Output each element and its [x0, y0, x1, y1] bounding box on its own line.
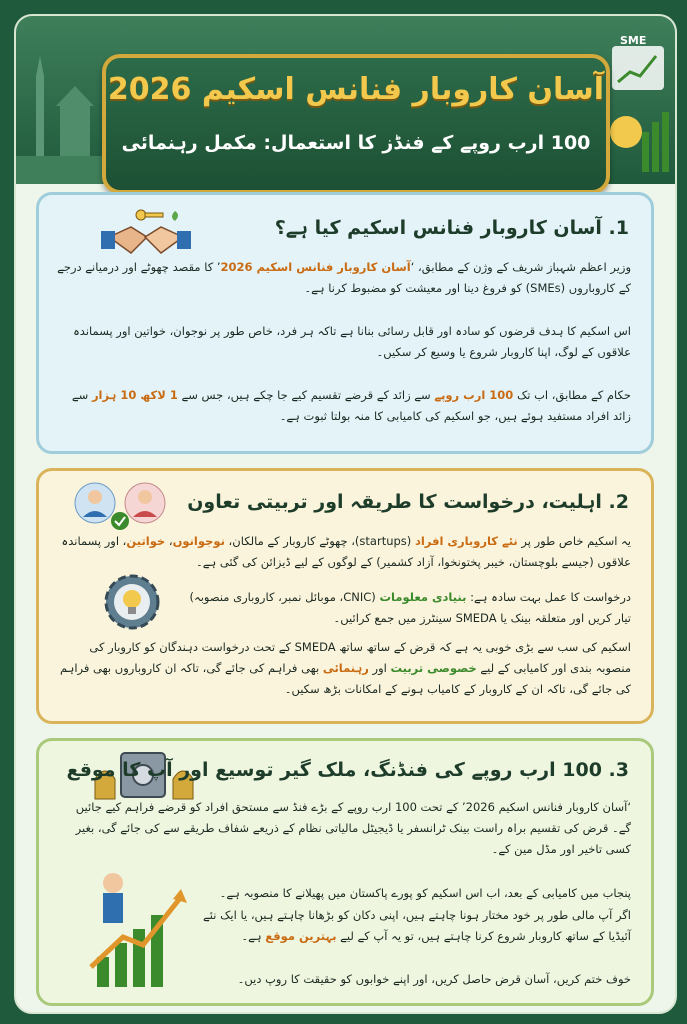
section-1-card: [36, 192, 654, 454]
section-3-p3-text-a: اگر آپ مالی طور پر خود مختار ہونا چاہتے ہیں، اپنی دکان کو بڑھانا چاہتے ہیں، یا ایک نئے آئیڈیا کے ساتھ کاروبار شروع کرنا چاہتے ہیں، تو یہ آپ کے لیے: [203, 908, 631, 943]
section-1-p3-text-b: سے زائد کے قرضے تقسیم کیے جا چکے ہیں، جس سے: [177, 388, 435, 402]
section-2-p1-text-a: یہ اسکیم خاص طور پر: [517, 534, 631, 548]
infographic-frame: [14, 14, 677, 1014]
section-1-p1-text-b: ’ کا مقصد چھوٹے اور درمیانے درجے کے کاروباروں (SMEs) کو فروغ دینا اور معیشت کو مضبوط کرنا ہے۔: [57, 260, 631, 295]
section-2-p1-text-b: (startups)، چھوٹے کاروبار کے مالکان،: [224, 534, 415, 548]
section-2-title: 2. اہلیت، درخواست کا طریقہ اور تربیتی تعاون: [187, 491, 629, 513]
section-2-p3-highlight-2: رہنمائی: [322, 661, 369, 675]
section-2-p3-text-a: اسکیم کی سب سے بڑی خوبی یہ ہے کہ قرض کے ساتھ ساتھ SMEDA کے تحت درخواست دہندگان کو کاروبار کی منصوبہ بندی اور کامیابی کے لیے: [89, 640, 631, 675]
section-1-p3-text-a: حکام کے مطابق، اب تک: [513, 388, 631, 402]
section-1-title: 1. آسان کاروبار فنانس اسکیم کیا ہے؟: [274, 217, 629, 239]
section-2-p1-highlight-1: نئے کاروباری افراد: [414, 534, 518, 548]
section-1-p3-highlight-1: 100 ارب روپے: [434, 388, 514, 402]
section-1-p1-text-a: وزیر اعظم شہباز شریف کے وژن کے مطابق، ‘: [410, 260, 631, 274]
section-3-p3-highlight: بہترین موقع: [265, 929, 337, 943]
section-2-p2-text-b: (CNIC، موبائل نمبر، کاروباری منصوبہ) تیار کریں اور متعلقہ بینک یا SMEDA سینٹرز میں جمع کرائیں۔: [189, 590, 631, 625]
people-icon: [73, 477, 169, 533]
section-1-p3-highlight-2: 1 لاکھ 10 ہزار: [91, 388, 178, 402]
sme-label-right: SME: [620, 34, 647, 47]
section-2-paragraph-3: [57, 637, 631, 700]
section-2-paragraph-2: [171, 587, 631, 629]
growth-chart-icon: [83, 867, 193, 991]
section-2-p1-text-c: ،: [165, 534, 173, 548]
section-2-card: [36, 468, 654, 724]
section-3-paragraph-3: [181, 905, 631, 947]
section-2-p3-text-c: بھی فراہم کی جائے گی، تاکہ ان کاروباروں بھی فراہم کی جائے گی، تاکہ ان کے کاروبار کے کامیاب ہونے کے امکانات بڑھ سکیں۔: [59, 661, 631, 696]
section-2-paragraph-1: [57, 531, 631, 573]
section-1-paragraph-2: اس اسکیم کا ہدف قرضوں کو سادہ اور قابل رسائی بنانا ہے تاکہ ہر فرد، خاص طور پر نوجوان، خواتین اور پسماندہ علاقوں کے لوگ، اپنا کاروبار شروع یا وسیع کر سکیں۔: [73, 324, 631, 359]
section-1-p3-text-c: سے زائد افراد مستفید ہوئے ہیں، جو اسکیم کی کامیابی کا منہ بولتا ثبوت ہے۔: [71, 388, 631, 423]
section-1-p1-highlight: آسان کاروبار فنانس اسکیم 2026: [220, 260, 411, 274]
section-3-paragraph-4: خوف ختم کریں، آسان قرض حاصل کریں، اور اپنے خوابوں کو حقیقت کا روپ دیں۔: [237, 972, 631, 986]
section-3-paragraph-1: ‘آسان کاروبار فنانس اسکیم 2026’ کے تحت 100 ارب روپے کے بڑے فنڈ سے مستحق افراد کو قرضے فراہم کیے جائیں گے۔ قرض کی تقسیم براہ راست بینک ٹرانسفر یا ڈیجیٹل مالیاتی نظام کے ذریعے شفاف طریقے سے کی جائے گی، بغیر کسی تاخیر اور مڈل مین کے۔: [75, 800, 631, 856]
section-3-paragraph-2: پنجاب میں کامیابی کے بعد، اب اس اسکیم کو پورے پاکستان میں پھیلانے کا منصوبہ ہے۔: [219, 886, 631, 900]
section-2-p2-text-a: درخواست کا عمل بہت سادہ ہے:: [466, 590, 631, 604]
section-2-p3-highlight-1: خصوصی تربیت: [390, 661, 477, 675]
section-1-paragraph-1: [57, 257, 631, 299]
gear-lightbulb-icon: [99, 569, 165, 635]
title-banner: [102, 54, 610, 194]
page-title: آسان کاروبار فنانس اسکیم 2026: [107, 72, 605, 107]
section-3-card: [36, 738, 654, 1006]
section-2-p1-highlight-3: خواتین: [126, 534, 166, 548]
page-subtitle: 100 ارب روپے کے فنڈز کا استعمال: مکمل رہنمائی: [121, 132, 591, 154]
section-3-p3-text-b: ہے۔: [241, 929, 266, 943]
section-2-p1-text-d: ، اور پسماندہ علاقوں (جیسے بلوچستان، خیبر پختونخوا، آزاد کشمیر) کے لوگوں کے لیے ڈیزائن کی گئی ہے۔: [61, 534, 631, 569]
section-2-p2-highlight: بنیادی معلومات: [379, 590, 467, 604]
header: [16, 16, 675, 184]
section-1-paragraph-3: [57, 385, 631, 427]
section-3-title: 3. 100 ارب روپے کی فنڈنگ، ملک گیر توسیع اور آپ کا موقع: [66, 759, 629, 781]
section-2-p1-highlight-2: نوجوانوں: [172, 534, 225, 548]
section-2-p3-text-b: اور: [368, 661, 391, 675]
